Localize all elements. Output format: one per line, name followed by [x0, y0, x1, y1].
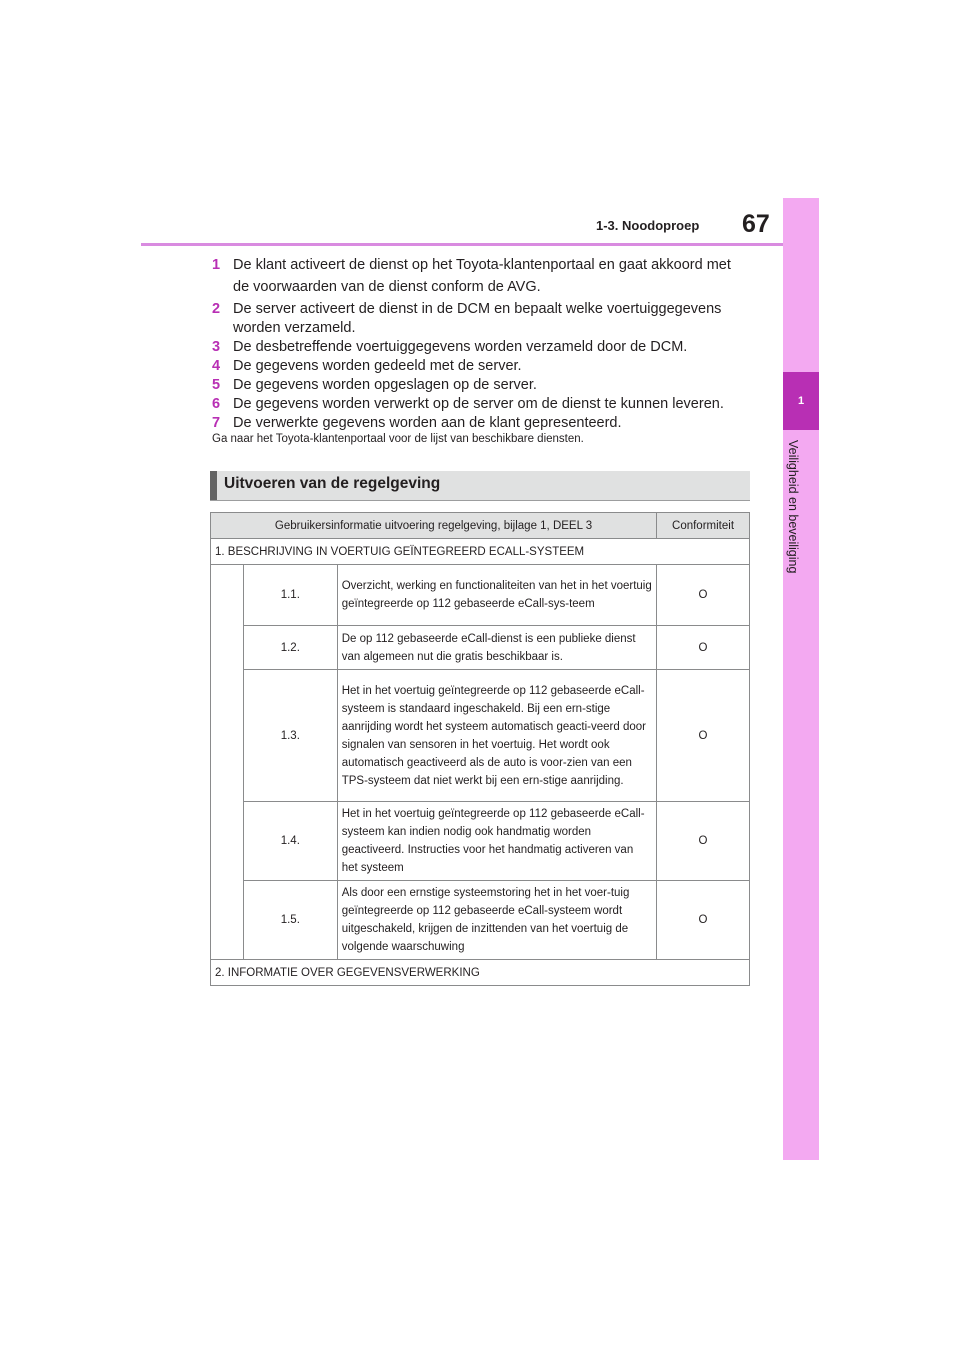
row-text: Als door een ernstige systeemstoring het in het voer-tuig geïntegreerde op 112 gebaseerde eCall-systeem wordt uitgeschakeld, krijgen de inzittenden van het voertuig de volgende waarschuwing	[337, 881, 656, 960]
table-row	[211, 565, 750, 626]
table-section-row: 2. INFORMATIE OVER GEGEVENSVERWERKING	[211, 960, 750, 986]
table-header-conformity: Conformiteit	[657, 513, 750, 539]
section-title: 1-3. Noodoproep	[596, 218, 700, 233]
row-text: De op 112 gebaseerde eCall-dienst is een publieke dienst van algemeen nut die gratis beschikbaar is.	[337, 626, 656, 670]
table-row	[211, 881, 750, 960]
step-item	[212, 254, 742, 298]
table-row	[211, 802, 750, 881]
section-heading: Uitvoeren van de regelgeving	[224, 475, 441, 492]
heading-accent	[210, 471, 217, 500]
row-number: 1.4.	[243, 802, 337, 881]
row-text: Overzicht, werking en functionaliteiten van het in het voertuig geïntegreerde op 112 gebaseerde eCall-sys-teem	[337, 565, 656, 626]
table-header-info: Gebruikersinformatie uitvoering regelgeving, bijlage 1, DEEL 3	[211, 513, 657, 539]
step-text: De gegevens worden gedeeld met de server.	[233, 358, 522, 374]
step-text: De desbetreffende voertuiggegevens worden verzameld door de DCM.	[233, 339, 688, 355]
table-row	[211, 960, 750, 986]
row-conformity: O	[657, 565, 750, 626]
row-text: Het in het voertuig geïntegreerde op 112 gebaseerde eCall-systeem is standaard ingeschakeld. Bij een ern-stige aanrijding wordt het systeem automatisch geacti-veerd door signalen van sensoren in het voertuig. Het wordt ook automatisch geactiveerd als de auto is voor-zien van een TPS-systeem dat niet werkt bij een ern-stige aanrijding.	[337, 670, 656, 802]
row-conformity: O	[657, 626, 750, 670]
step-item	[212, 357, 742, 376]
row-text: Het in het voertuig geïntegreerde op 112 gebaseerde eCall-systeem kan indien nodig ook handmatig worden geactiveerd. Instructies voor het handmatig activeren van het systeem	[337, 802, 656, 881]
step-item	[212, 414, 742, 433]
portal-note: Ga naar het Toyota-klantenportaal voor de lijst van beschikbare diensten.	[212, 433, 584, 445]
step-number: 5	[212, 377, 221, 393]
row-number: 1.2.	[243, 626, 337, 670]
step-number: 7	[212, 415, 221, 431]
table-row	[211, 626, 750, 670]
row-conformity: O	[657, 802, 750, 881]
table-row	[211, 670, 750, 802]
page-number: 67	[742, 210, 770, 238]
header-divider	[141, 243, 783, 246]
table-header-row	[211, 513, 750, 539]
table-row	[211, 539, 750, 565]
step-number: 6	[212, 396, 221, 412]
row-conformity: O	[657, 670, 750, 802]
regulation-table	[210, 512, 750, 986]
step-text: De gegevens worden verwerkt op de server om de dienst te kunnen leveren.	[233, 396, 724, 412]
step-item	[212, 376, 742, 395]
section-heading-bar	[210, 471, 750, 501]
row-conformity: O	[657, 881, 750, 960]
step-number: 1	[212, 257, 221, 273]
chapter-side-tab	[783, 198, 819, 1160]
table-indent-cell	[211, 565, 244, 960]
row-number: 1.1.	[243, 565, 337, 626]
step-text: De gegevens worden opgeslagen op de server.	[233, 377, 537, 393]
step-item	[212, 395, 742, 414]
step-text: De klant activeert de dienst op het Toyota-klantenportaal en gaat akkoord met de voorwaarden van de dienst conform de AVG.	[233, 257, 731, 295]
row-number: 1.3.	[243, 670, 337, 802]
step-item	[212, 300, 742, 338]
chapter-number-badge: 1	[783, 372, 819, 430]
step-number: 3	[212, 339, 221, 355]
step-text: De server activeert de dienst in de DCM en bepaalt welke voertuiggegevens worden verzameld.	[233, 301, 722, 336]
step-list	[212, 254, 742, 433]
row-number: 1.5.	[243, 881, 337, 960]
table-section-row: 1. BESCHRIJVING IN VOERTUIG GEÏNTEGREERD ECALL-SYSTEEM	[211, 539, 750, 565]
step-item	[212, 338, 742, 357]
chapter-label: Veiligheid en beveiliging	[786, 440, 800, 574]
step-number: 4	[212, 358, 221, 374]
step-number: 2	[212, 301, 221, 317]
step-text: De verwerkte gegevens worden aan de klant gepresenteerd.	[233, 415, 622, 431]
